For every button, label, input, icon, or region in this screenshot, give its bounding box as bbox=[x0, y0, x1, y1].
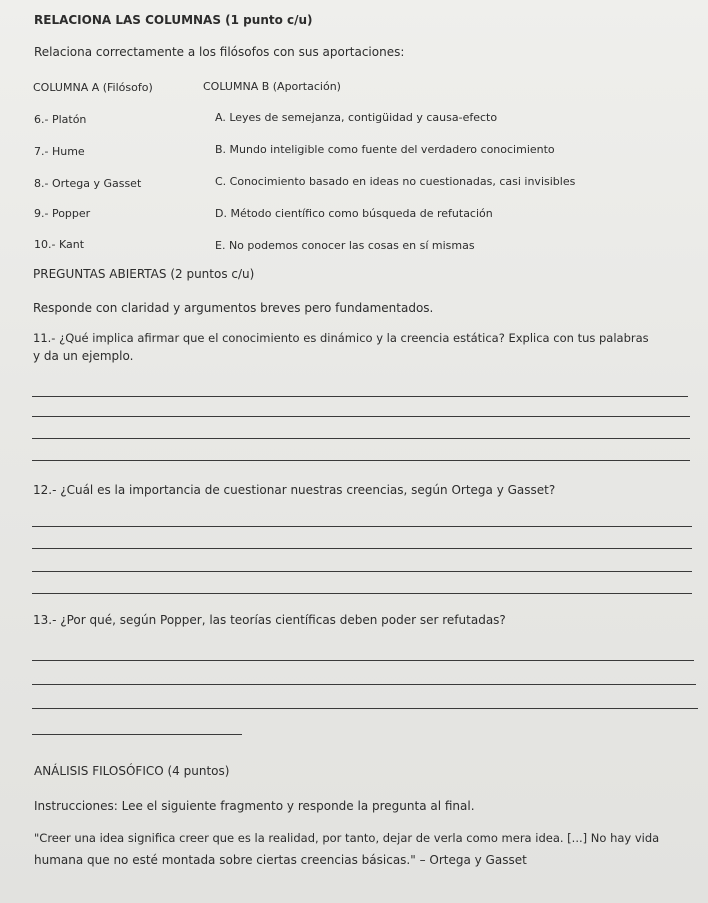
answer-line[interactable] bbox=[32, 708, 698, 709]
column-b-item: A. Leyes de semejanza, contigüidad y causa-efecto bbox=[215, 111, 498, 124]
section-open-title: PREGUNTAS ABIERTAS (2 puntos c/u) bbox=[33, 267, 255, 281]
answer-line[interactable] bbox=[32, 734, 242, 735]
answer-line[interactable] bbox=[32, 416, 690, 417]
column-a-header: COLUMNA A (Filósofo) bbox=[33, 81, 153, 94]
answer-line[interactable] bbox=[32, 396, 688, 397]
column-b-item: E. No podemos conocer las cosas en sí mismas bbox=[215, 239, 475, 252]
answer-line[interactable] bbox=[32, 438, 690, 439]
question-12: 12.- ¿Cuál es la importancia de cuestionar nuestras creencias, según Ortega y Gasset? bbox=[33, 483, 556, 497]
column-b-item: C. Conocimiento basado en ideas no cuestionadas, casi invisibles bbox=[215, 175, 576, 188]
column-a-item: 7.- Hume bbox=[34, 145, 85, 158]
column-b-item: D. Método científico como búsqueda de refutación bbox=[215, 207, 493, 220]
question-11: 11.- ¿Qué implica afirmar que el conocimiento es dinámico y la creencia estática? Explica con tus palabras bbox=[33, 331, 649, 345]
question-13: 13.- ¿Por qué, según Popper, las teorías científicas deben poder ser refutadas? bbox=[33, 613, 506, 627]
section-match-title: RELACIONA LAS COLUMNAS (1 punto c/u) bbox=[34, 13, 313, 27]
quote-line: humana que no esté montada sobre ciertas creencias básicas." – Ortega y Gasset bbox=[34, 853, 527, 867]
answer-line[interactable] bbox=[32, 593, 692, 594]
answer-line[interactable] bbox=[32, 526, 692, 527]
column-a-item: 6.- Platón bbox=[34, 113, 87, 126]
answer-line[interactable] bbox=[32, 684, 696, 685]
answer-line[interactable] bbox=[32, 548, 692, 549]
column-a-item: 9.- Popper bbox=[34, 207, 91, 220]
quote-line: "Creer una idea significa creer que es la realidad, por tanto, dejar de verla como mera idea. [...] No hay vida bbox=[34, 831, 660, 845]
question-11-continued: y da un ejemplo. bbox=[33, 349, 134, 363]
section-open-instruction: Responde con claridad y argumentos breves pero fundamentados. bbox=[33, 301, 434, 315]
answer-line[interactable] bbox=[32, 660, 694, 661]
section-match-instruction: Relaciona correctamente a los filósofos con sus aportaciones: bbox=[34, 45, 405, 59]
column-b-item: B. Mundo inteligible como fuente del verdadero conocimiento bbox=[215, 143, 555, 156]
answer-line[interactable] bbox=[32, 571, 692, 572]
section-analysis-title: ANÁLISIS FILOSÓFICO (4 puntos) bbox=[34, 764, 230, 778]
column-a-item: 8.- Ortega y Gasset bbox=[34, 177, 142, 190]
column-a-item: 10.- Kant bbox=[34, 238, 85, 251]
column-b-header: COLUMNA B (Aportación) bbox=[203, 80, 341, 93]
section-analysis-instruction: Instrucciones: Lee el siguiente fragmento y responde la pregunta al final. bbox=[34, 799, 475, 813]
answer-line[interactable] bbox=[32, 460, 690, 461]
